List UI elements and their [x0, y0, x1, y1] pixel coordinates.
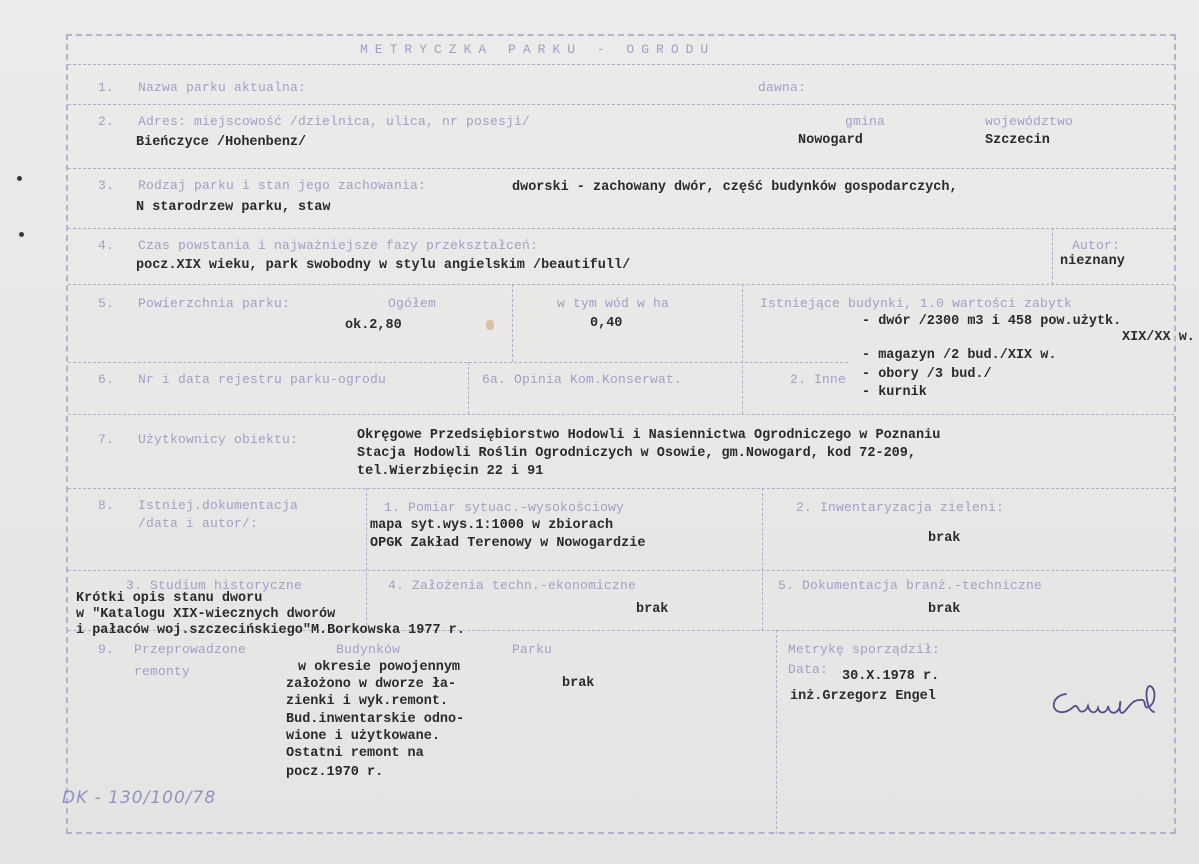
- stain-mark: [486, 320, 494, 330]
- value-uzytkownicy-3: tel.Wierzbięcin 22 i 91: [357, 464, 544, 479]
- value-budynki-2: XIX/XX w.: [1122, 330, 1195, 345]
- rule: [742, 284, 743, 414]
- value-rodzaj-line1: dworski - zachowany dwór, część budynków gospodarczych,: [512, 180, 958, 195]
- row-number: 1.: [98, 80, 115, 95]
- label-rodzaj-parku: Rodzaj parku i stan jego zachowania:: [138, 178, 427, 193]
- rule: [68, 168, 1174, 169]
- value-uzytkownicy-2: Stacja Hodowli Roślin Ogrodniczych w Osowie, gm.Nowogard, kod 72-209,: [357, 446, 916, 461]
- value-wod: 0,40: [590, 316, 623, 331]
- label-data: Data:: [788, 662, 829, 677]
- label-czas-powstania: Czas powstania i najważniejsze fazy przekształceń:: [138, 238, 539, 253]
- label-wod: w tym wód w ha: [557, 296, 670, 311]
- label-parku: Parku: [512, 642, 553, 657]
- value-sporzadzil: inż.Grzegorz Engel: [790, 689, 936, 704]
- value-studium-1: Krótki opis stanu dworu: [76, 591, 263, 606]
- label-dawna: dawna:: [758, 80, 807, 95]
- label-adres: Adres: miejscowość /dzielnica, ulica, nr posesji/: [138, 114, 531, 129]
- ink-dot: [17, 176, 22, 181]
- label-metryke: Metrykę sporządził:: [788, 642, 941, 657]
- label-budynkow: Budynków: [336, 642, 401, 657]
- value-rodzaj-line2: N starodrzew parku, staw: [136, 200, 331, 215]
- value-budynkow-7: pocz.1970 r.: [286, 765, 384, 780]
- rule: [68, 228, 1174, 229]
- label-dokumentacja-2: /data i autor/:: [138, 516, 259, 531]
- value-budynkow-5: wione i użytkowane.: [286, 729, 440, 744]
- label-inne: 2. Inne: [790, 372, 847, 387]
- form-title: METRYCZKA PARKU - OGRODU: [360, 42, 716, 57]
- value-budynkow-4: Bud.inwentarskie odno-: [286, 712, 465, 727]
- archive-reference: DK - 130/100/78: [62, 788, 217, 808]
- label-dokumentacja-1: Istniej.dokumentacja: [138, 498, 299, 513]
- value-gmina: Nowogard: [798, 133, 863, 148]
- rule: [68, 104, 1174, 105]
- label-autor: Autor:: [1072, 238, 1121, 253]
- rule: [68, 284, 1174, 285]
- rule: [776, 630, 777, 834]
- row-number: 4.: [98, 238, 115, 253]
- row-number: 2.: [98, 114, 115, 129]
- value-budynkow-2: założono w dworze ła-: [286, 677, 457, 692]
- label-ogolem: Ogółem: [388, 296, 437, 311]
- value-zalozenia: brak: [636, 602, 669, 617]
- label-wojewodztwo: województwo: [985, 114, 1074, 129]
- value-budynkow-6: Ostatni remont na: [286, 746, 424, 761]
- rule: [68, 570, 1174, 571]
- rule: [468, 362, 469, 414]
- label-pomiar: 1. Pomiar sytuac.-wysokościowy: [384, 500, 625, 515]
- label-inwentaryzacja: 2. Inwentaryzacja zieleni:: [796, 500, 1005, 515]
- rule: [366, 488, 367, 630]
- label-uzytkownicy: Użytkownicy obiektu:: [138, 432, 299, 447]
- value-uzytkownicy-1: Okręgowe Przedsiębiorstwo Hodowli i Nasiennictwa Ogrodniczego w Poznaniu: [357, 428, 941, 443]
- label-powierzchnia: Powierzchnia parku:: [138, 296, 291, 311]
- rule: [512, 284, 513, 362]
- label-remonty-1: Przeprowadzone: [134, 642, 247, 657]
- rule: [1052, 228, 1053, 284]
- rule: [68, 362, 848, 363]
- ink-dot: [19, 232, 24, 237]
- row-number: 9.: [98, 642, 115, 657]
- value-autor: nieznany: [1060, 254, 1125, 269]
- rule: [68, 488, 1174, 489]
- label-remonty-2: remonty: [134, 664, 191, 679]
- rule: [762, 488, 763, 630]
- value-inwentaryzacja: brak: [928, 531, 961, 546]
- value-pomiar-1: mapa syt.wys.1:1000 w zbiorach: [370, 518, 614, 533]
- label-rejestr: Nr i data rejestru parku-ogrodu: [138, 372, 387, 387]
- label-dokumentacja-branz: 5. Dokumentacja branż.-techniczne: [778, 578, 1043, 593]
- value-data: 30.X.1978 r.: [842, 669, 940, 684]
- value-budynki-1: - dwór /2300 m3 i 458 pow.użytk.: [862, 314, 1122, 329]
- value-budynki-4: - obory /3 bud./: [862, 367, 992, 382]
- value-parku: brak: [562, 676, 595, 691]
- rule: [68, 64, 1174, 65]
- value-budynki-3: - magazyn /2 bud./XIX w.: [862, 348, 1057, 363]
- row-number: 3.: [98, 178, 115, 193]
- value-studium-2: w "Katalogu XIX-wiecznych dworów: [76, 607, 336, 622]
- value-ogolem: ok.2,80: [345, 318, 402, 333]
- row-number: 8.: [98, 498, 115, 513]
- row-number: 5.: [98, 296, 115, 311]
- label-gmina: gmina: [845, 114, 886, 129]
- label-nazwa-parku: Nazwa parku aktualna:: [138, 80, 307, 95]
- value-pomiar-2: OPGK Zakład Terenowy w Nowogardzie: [370, 536, 646, 551]
- rule: [68, 414, 1174, 415]
- signature: [1044, 672, 1168, 732]
- label-zalozenia: 4. Założenia techn.-ekonomiczne: [388, 578, 637, 593]
- value-budynkow-1: w okresie powojennym: [298, 660, 461, 675]
- row-number: 6.: [98, 372, 115, 387]
- value-wojewodztwo: Szczecin: [985, 133, 1050, 148]
- label-opinia: 6a. Opinia Kom.Konserwat.: [482, 372, 683, 387]
- value-budynki-5: - kurnik: [862, 385, 927, 400]
- value-adres: Bieńczyce /Hohenbenz/: [136, 135, 307, 150]
- value-dokumentacja-branz: brak: [928, 602, 961, 617]
- row-number: 7.: [98, 432, 115, 447]
- value-czas-powstania: pocz.XIX wieku, park swobodny w stylu angielskim /beautifull/: [136, 258, 631, 273]
- label-studium: 3. Studium historyczne: [126, 578, 303, 593]
- label-istniejace-budynki: Istniejące budynki, 1.0 wartości zabytk: [760, 296, 1073, 311]
- value-budynkow-3: zienki i wyk.remont.: [286, 694, 449, 709]
- value-studium-3: i pałaców woj.szczecińskiego"M.Borkowska 1977 r.: [76, 623, 465, 638]
